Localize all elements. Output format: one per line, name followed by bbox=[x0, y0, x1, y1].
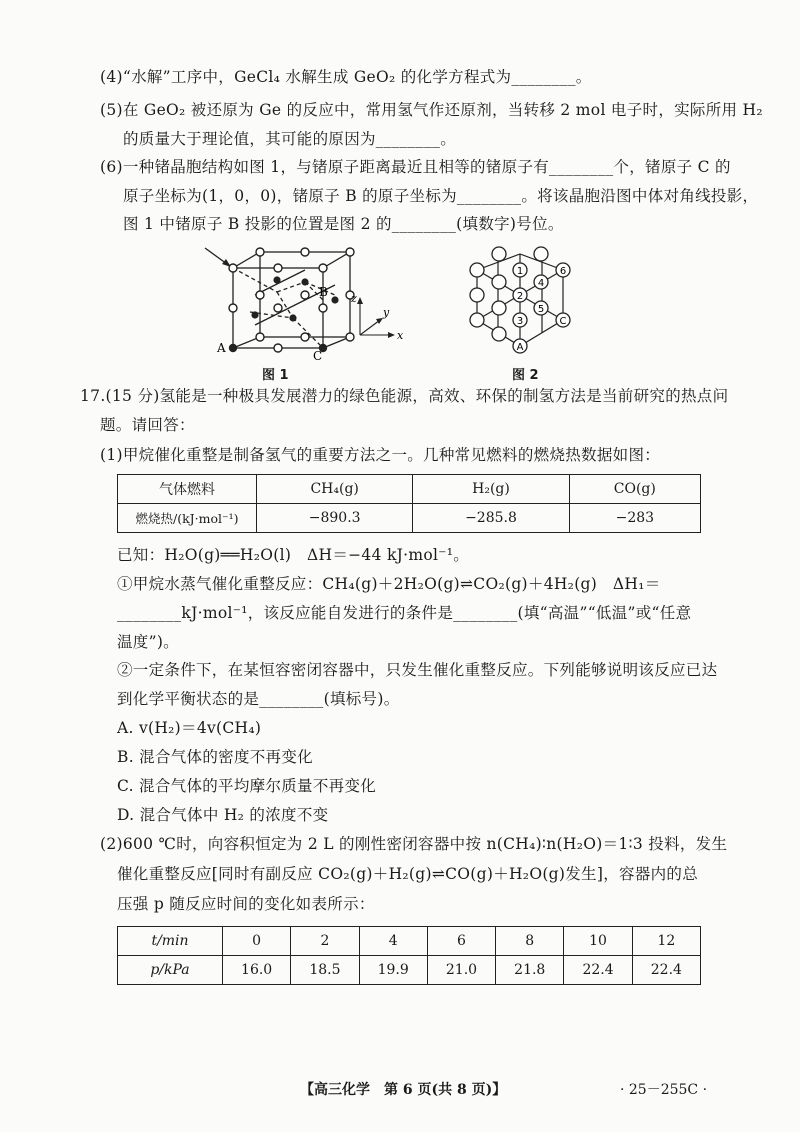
q16-part4: (4)“水解”工序中，GeCl₄ 水解生成 GeO₂ 的化学方程式为________。 bbox=[100, 68, 592, 86]
table-cell: 16.0 bbox=[223, 956, 291, 985]
table-row bbox=[118, 475, 701, 504]
figure1-crystal-cell bbox=[195, 240, 410, 365]
fig2-pos-a: A bbox=[516, 342, 524, 353]
q17-intro-line1: 17.(15 分)氢能是一种极具发展潜力的绿色能源，高效、环保的制氢方法是当前研究的热点问 bbox=[80, 387, 729, 405]
q16-part6-line1: (6)一种锗晶胞结构如图 1，与锗原子距离最近且相等的锗原子有________个，锗原子 C 的 bbox=[100, 158, 731, 176]
known-equation: 已知：H₂O(g)══H₂O(l) ΔH＝−44 kJ·mol⁻¹。 bbox=[117, 546, 470, 564]
fig1-label-b: B bbox=[319, 285, 328, 299]
table-header-cell: CH₄(g) bbox=[257, 475, 413, 504]
q16-part5-line2: 的质量大于理论值，其可能的原因为________。 bbox=[123, 130, 457, 148]
pressure-time-table bbox=[117, 926, 701, 985]
fig2-pos-6: 6 bbox=[559, 266, 567, 277]
table-header-cell: p/kPa bbox=[118, 956, 223, 985]
table-header-cell: t/min bbox=[118, 927, 223, 956]
table-cell: −890.3 bbox=[257, 504, 413, 533]
q16-part6-line3: 图 1 中锗原子 B 投影的位置是图 2 的________(填数字)号位。 bbox=[123, 215, 564, 233]
table-cell: −285.8 bbox=[413, 504, 569, 533]
table-row bbox=[118, 504, 701, 533]
table-cell: 4 bbox=[359, 927, 427, 956]
option-a: A. v(H₂)＝4v(CH₄) bbox=[117, 719, 262, 737]
q17-intro-line2: 题。请回答： bbox=[100, 416, 195, 434]
q17-part1: (1)甲烷催化重整是制备氢气的重要方法之一。几种常见燃料的燃烧热数据如图： bbox=[100, 446, 661, 464]
fig2-pos-3: 3 bbox=[516, 316, 524, 327]
fig2-pos-5: 5 bbox=[537, 304, 545, 315]
table-header-cell: H₂(g) bbox=[413, 475, 569, 504]
page-footer: 【高三化学 第 6 页(共 8 页)】 bbox=[300, 1082, 507, 1098]
fig1-axis-x: x bbox=[397, 329, 404, 342]
option-d: D. 混合气体中 H₂ 的浓度不变 bbox=[117, 806, 329, 824]
table-header-cell: CO(g) bbox=[569, 475, 700, 504]
fig2-pos-c: C bbox=[559, 316, 567, 327]
q17-part2-line1: (2)600 ℃时，向容积恒定为 2 L 的刚性密闭容器中按 n(CH₄)∶n(H₂O)＝1∶3 投料，发生 bbox=[100, 835, 728, 853]
table-cell: 18.5 bbox=[291, 956, 359, 985]
table-cell: 22.4 bbox=[564, 956, 632, 985]
q17-sub1-line3: 温度”)。 bbox=[117, 633, 179, 651]
fig1-axis-y: y bbox=[383, 306, 390, 319]
page-code: · 25－255C · bbox=[620, 1082, 708, 1098]
table-cell: 22.4 bbox=[632, 956, 700, 985]
table-cell: −283 bbox=[569, 504, 700, 533]
table-cell: 19.9 bbox=[359, 956, 427, 985]
fig2-pos-1: 1 bbox=[516, 266, 524, 277]
table-header-cell: 气体燃料 bbox=[118, 475, 257, 504]
fig1-label-c: C bbox=[313, 349, 323, 363]
table-cell: 燃烧热/(kJ·mol⁻¹) bbox=[118, 504, 257, 533]
table-cell: 21.8 bbox=[496, 956, 564, 985]
table-row bbox=[118, 927, 701, 956]
fig1-label-a: A bbox=[217, 341, 226, 355]
option-b: B. 混合气体的密度不再变化 bbox=[117, 748, 313, 766]
q16-part6-line2: 原子坐标为(1，0，0)，锗原子 B 的原子坐标为________。将该晶胞沿图中体对角线投影， bbox=[123, 187, 759, 205]
table-cell: 10 bbox=[564, 927, 632, 956]
combustion-heat-table bbox=[117, 474, 701, 533]
table-cell: 2 bbox=[291, 927, 359, 956]
q17-part2-line3: 压强 p 随反应时间的变化如表所示： bbox=[117, 895, 375, 913]
figure1-caption: 图 1 bbox=[262, 368, 289, 383]
q16-part5-line1: (5)在 GeO₂ 被还原为 Ge 的反应中，常用氢气作还原剂，当转移 2 mol 电子时，实际所用 H₂ bbox=[100, 101, 763, 119]
table-row bbox=[118, 956, 701, 985]
q17-sub2-line1: ②一定条件下，在某恒容密闭容器中，只发生催化重整反应。下列能够说明该反应已达 bbox=[117, 661, 718, 679]
figure2-projection bbox=[465, 240, 580, 362]
table-cell: 8 bbox=[496, 927, 564, 956]
fig1-axis-z: z bbox=[351, 292, 357, 305]
q17-sub2-line2: 到化学平衡状态的是________(填标号)。 bbox=[117, 690, 400, 708]
table-cell: 21.0 bbox=[427, 956, 495, 985]
figure2-caption: 图 2 bbox=[512, 368, 539, 383]
fig2-pos-4: 4 bbox=[537, 278, 545, 289]
q17-part2-line2: 催化重整反应[同时有副反应 CO₂(g)＋H₂(g)⇌CO(g)＋H₂O(g)发生]，容器内的总 bbox=[117, 865, 698, 883]
option-c: C. 混合气体的平均摩尔质量不再变化 bbox=[117, 777, 377, 795]
q17-sub1-line2: ________kJ·mol⁻¹，该反应能自发进行的条件是________(填“高温”“低温”或“任意 bbox=[117, 604, 692, 622]
table-cell: 0 bbox=[223, 927, 291, 956]
q17-sub1-line1: ①甲烷水蒸气催化重整反应：CH₄(g)＋2H₂O(g)⇌CO₂(g)＋4H₂(g) ΔH₁＝ bbox=[117, 575, 661, 593]
table-cell: 12 bbox=[632, 927, 700, 956]
table-cell: 6 bbox=[427, 927, 495, 956]
fig2-pos-2: 2 bbox=[516, 291, 524, 302]
